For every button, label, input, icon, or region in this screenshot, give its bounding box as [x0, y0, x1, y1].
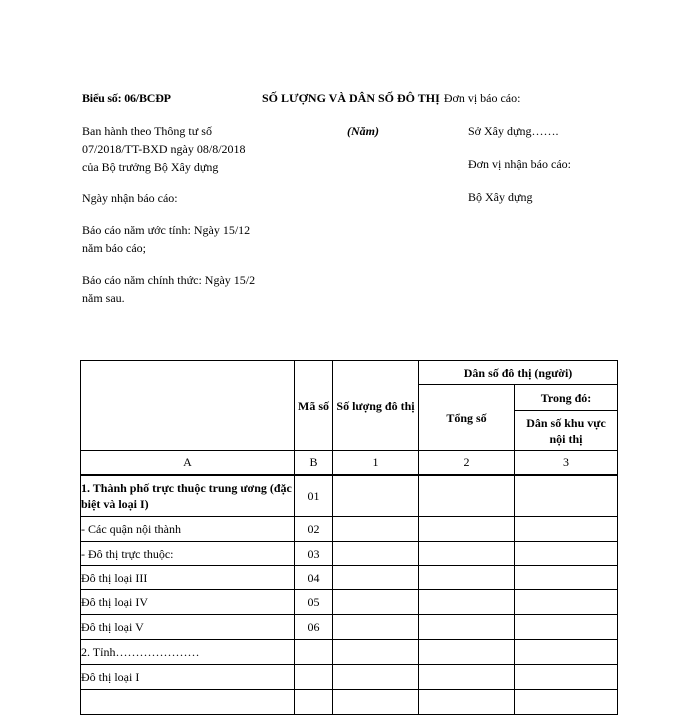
- index-cell: 2: [419, 451, 515, 475]
- row-label: - Các quận nội thành: [81, 517, 295, 542]
- report-title: [262, 89, 520, 107]
- table-row: [81, 640, 618, 665]
- header-blank-cell: [81, 361, 295, 451]
- row-count-cell: [333, 542, 419, 566]
- row-inner-cell: [515, 690, 618, 715]
- row-count-cell: [333, 517, 419, 542]
- row-label: 1. Thành phố trực thuộc trung ương (đặc biệt và loại I): [81, 475, 295, 517]
- row-label: Đô thị loại IV: [81, 590, 295, 615]
- receiving-unit-label: Đơn vị nhận báo cáo:: [468, 157, 571, 171]
- row-inner-cell: [515, 542, 618, 566]
- table-row: [81, 590, 618, 615]
- row-count-cell: [333, 640, 419, 665]
- row-code: 03: [295, 542, 333, 566]
- table-row: [81, 690, 618, 715]
- header-code: Mã số: [295, 361, 333, 451]
- header-population: Dân số đô thị (người): [419, 361, 618, 385]
- row-label: Đô thị loại I: [81, 665, 295, 690]
- year-label: (Năm): [347, 124, 379, 138]
- row-inner-cell: [515, 517, 618, 542]
- row-total-cell: [419, 615, 515, 640]
- index-row: [81, 451, 618, 475]
- right-info-block: [468, 122, 668, 221]
- row-total-cell: [419, 665, 515, 690]
- estimate-report-text: Báo cáo năm ước tính: Ngày 15/12 năm báo cáo;: [82, 223, 251, 255]
- row-label: [81, 690, 295, 715]
- table-row: [81, 475, 618, 517]
- row-inner-cell: [515, 590, 618, 615]
- row-inner-cell: [515, 615, 618, 640]
- issued-by-text: Ban hành theo Thông tư số 07/2018/TT-BXD ngày 08/8/2018 của Bộ trưởng Bộ Xây dựng: [82, 124, 246, 174]
- header-total: Tổng số: [419, 385, 515, 451]
- row-count-cell: [333, 475, 419, 517]
- row-code: 04: [295, 566, 333, 590]
- table-row: [81, 615, 618, 640]
- table-row: [81, 665, 618, 690]
- row-total-cell: [419, 475, 515, 517]
- row-total-cell: [419, 566, 515, 590]
- row-code: [295, 640, 333, 665]
- header-count: Số lượng đô thị: [333, 361, 419, 451]
- row-label: Đô thị loại III: [81, 566, 295, 590]
- table-row: [81, 542, 618, 566]
- row-inner-cell: [515, 475, 618, 517]
- row-label: Đô thị loại V: [81, 615, 295, 640]
- row-code: 02: [295, 517, 333, 542]
- receiving-unit-text: Bộ Xây dựng: [468, 190, 533, 204]
- left-info-block: [82, 122, 257, 307]
- index-cell: A: [81, 451, 295, 475]
- header-of-which: Trong đó:: [515, 385, 618, 411]
- row-count-cell: [333, 665, 419, 690]
- row-code: [295, 665, 333, 690]
- row-code: 06: [295, 615, 333, 640]
- table-row: [81, 566, 618, 590]
- row-label: 2. Tỉnh…………………: [81, 640, 295, 665]
- row-total-cell: [419, 542, 515, 566]
- reporting-unit-label: Đơn vị báo cáo:: [443, 91, 521, 105]
- index-cell: 1: [333, 451, 419, 475]
- row-total-cell: [419, 690, 515, 715]
- row-total-cell: [419, 517, 515, 542]
- row-inner-cell: [515, 640, 618, 665]
- index-cell: 3: [515, 451, 618, 475]
- row-count-cell: [333, 615, 419, 640]
- row-count-cell: [333, 590, 419, 615]
- row-code: 05: [295, 590, 333, 615]
- header-inner-population: Dân số khu vực nội thị: [515, 411, 618, 451]
- reporting-unit-text: Sở Xây dựng…….: [468, 124, 559, 138]
- row-total-cell: [419, 590, 515, 615]
- index-cell: B: [295, 451, 333, 475]
- row-inner-cell: [515, 665, 618, 690]
- form-code: Biểu số: 06/BCĐP: [82, 91, 171, 105]
- title-text: SỐ LƯỢNG VÀ DÂN SỐ ĐÔ THỊ: [262, 91, 440, 105]
- row-label: - Đô thị trực thuộc:: [81, 542, 295, 566]
- row-count-cell: [333, 690, 419, 715]
- row-code: [295, 690, 333, 715]
- population-table: [80, 360, 618, 715]
- official-report-text: Báo cáo năm chính thức: Ngày 15/2 năm sau.: [82, 273, 256, 305]
- received-date-text: Ngày nhận báo cáo:: [82, 191, 178, 205]
- row-inner-cell: [515, 566, 618, 590]
- row-total-cell: [419, 640, 515, 665]
- table-row: [81, 517, 618, 542]
- row-code: 01: [295, 475, 333, 517]
- row-count-cell: [333, 566, 419, 590]
